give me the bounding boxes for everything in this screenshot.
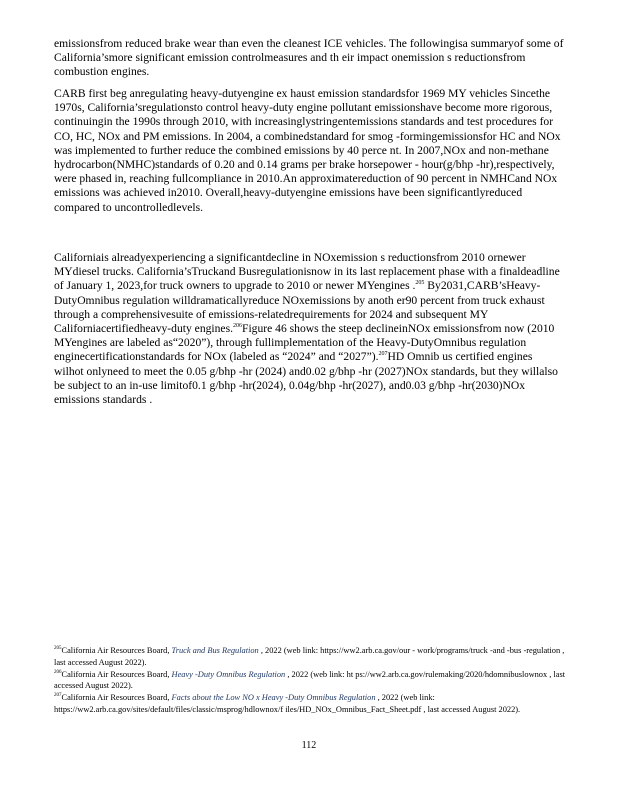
footnote-link-title[interactable]: Facts about the Low NO x Heavy -Duty Omnibus Regulation	[171, 693, 376, 703]
paragraph-3-text-b: By2031,CARB’sHeavy-DutyOmnibus regulation willdramaticallyreduce NOxemissions by anoth er90 percent from truck exhaust through a comprehensivesuite of emissions-relatedrequirements for 2024 and subsequent MY Californiacertifiedheavy-duty engines.	[54, 279, 545, 336]
footnote-207	[54, 692, 566, 716]
footnote-text: California Air Resources Board,	[61, 669, 172, 679]
body-paragraph-3	[54, 251, 564, 407]
footnote-text: , 2022 (web link: ht ps://ww2.arb.ca.gov/rulemaking/2020/hdomnibuslownox , last accessed August 2022).	[54, 669, 566, 691]
footnote-206	[54, 669, 566, 693]
footnote-205	[54, 645, 566, 669]
footnote-number: 206	[54, 669, 62, 675]
footnotes	[54, 645, 566, 716]
paragraph-3-text-c: Figure 46 shows the steep declineinNOx emissionsfrom now (2010 MYengines are labeled as“2020”), through fullimplementation of the Heavy-DutyOmnibus regulation enginecertificationstandards for NOx (labeled as “2024” and “2027”).	[54, 322, 555, 364]
footnote-text: , 2022 (web link: https://ww2.arb.ca.gov/our - work/programs/truck -and -bus -regulation , last accessed August 2022).	[54, 646, 565, 667]
footnote-text: California Air Resources Board,	[61, 646, 172, 655]
footnote-number: 205	[54, 646, 62, 652]
footnote-ref-206[interactable]: 206	[233, 323, 242, 330]
page-number: 112	[301, 740, 317, 751]
body-paragraph-1: emissionsfrom reduced brake wear than even the cleanest ICE vehicles. The followingisa summaryof some of California’smore significant emission controlmeasures and th eir impact onemission s reductionsfrom combustion engines.	[54, 37, 564, 79]
footnote-link-title[interactable]: Truck and Bus Regulation	[171, 646, 259, 655]
paragraph-3-text-a: Californiais alreadyexperiencing a significantdecline in NOxemission s reductionsfrom 2010 ornewer MYdiesel trucks. California’sTruckand Busregulationisnow in its last replacement phase with a finaldeadline of January 1, 2023,for truck owners to upgrade to 2010 or newer MYengines .	[54, 251, 560, 293]
footnote-text: , 2022 (web link: https://ww2.arb.ca.gov/sites/default/files/classic/msprog/hdlownox/f iles/HD_NOx_Omnibus_Fact_Sheet.pdf , last accessed August 2022).	[54, 693, 521, 714]
footnote-text: California Air Resources Board,	[61, 693, 172, 703]
paragraph-3-text-d: HD Omnib us certified engines wilhot onlyneed to meet the 0.05 g/bhp -hr (2024) and0.02 g/bhp -hr (2027)NOx standards, but they willalso be subject to an in-use limitof0.1 g/bhp -hr(2024), 0.04g/bhp -hr(2027), and0.03 g/bhp -hr(2030)NOx emissions standards .	[54, 350, 558, 407]
footnote-ref-205[interactable]: 205	[415, 280, 425, 287]
body-paragraph-2: CARB first beg anregulating heavy-dutyengine ex haust emission standardsfor 1969 MY vehicles Sincethe 1970s, California’sregulationsto control heavy-duty engine pollutant emissionshave become more rigorous, continuingin the 1990s through 2010, with increasinglystringentemissions standards and test procedures for CO, HC, NOx and PM emissions. In 2004, a combinedstandard for smog -formingemissionsfor HC and NOx was implemented to further reduce the combined emissions by 40 perce nt. In 2007,NOx and non-methane hydrocarbon(NMHC)standards of 0.20 and 0.14 grams per brake horsepower - hour(g/bhp -hr),respectively, were phased in, reaching fullcompliance in 2010.An approximatereduction of 90 percent in NMHCand NOx emissions was achieved in2010. Overall,heavy-dutyengine emissions have been significantlyreduced compared to uncontrolledlevels.	[54, 87, 561, 214]
footnote-ref-207[interactable]: 207	[378, 351, 388, 358]
footnote-link-title[interactable]: Heavy -Duty Omnibus Regulation	[171, 669, 286, 679]
footnote-number: 207	[54, 693, 62, 699]
